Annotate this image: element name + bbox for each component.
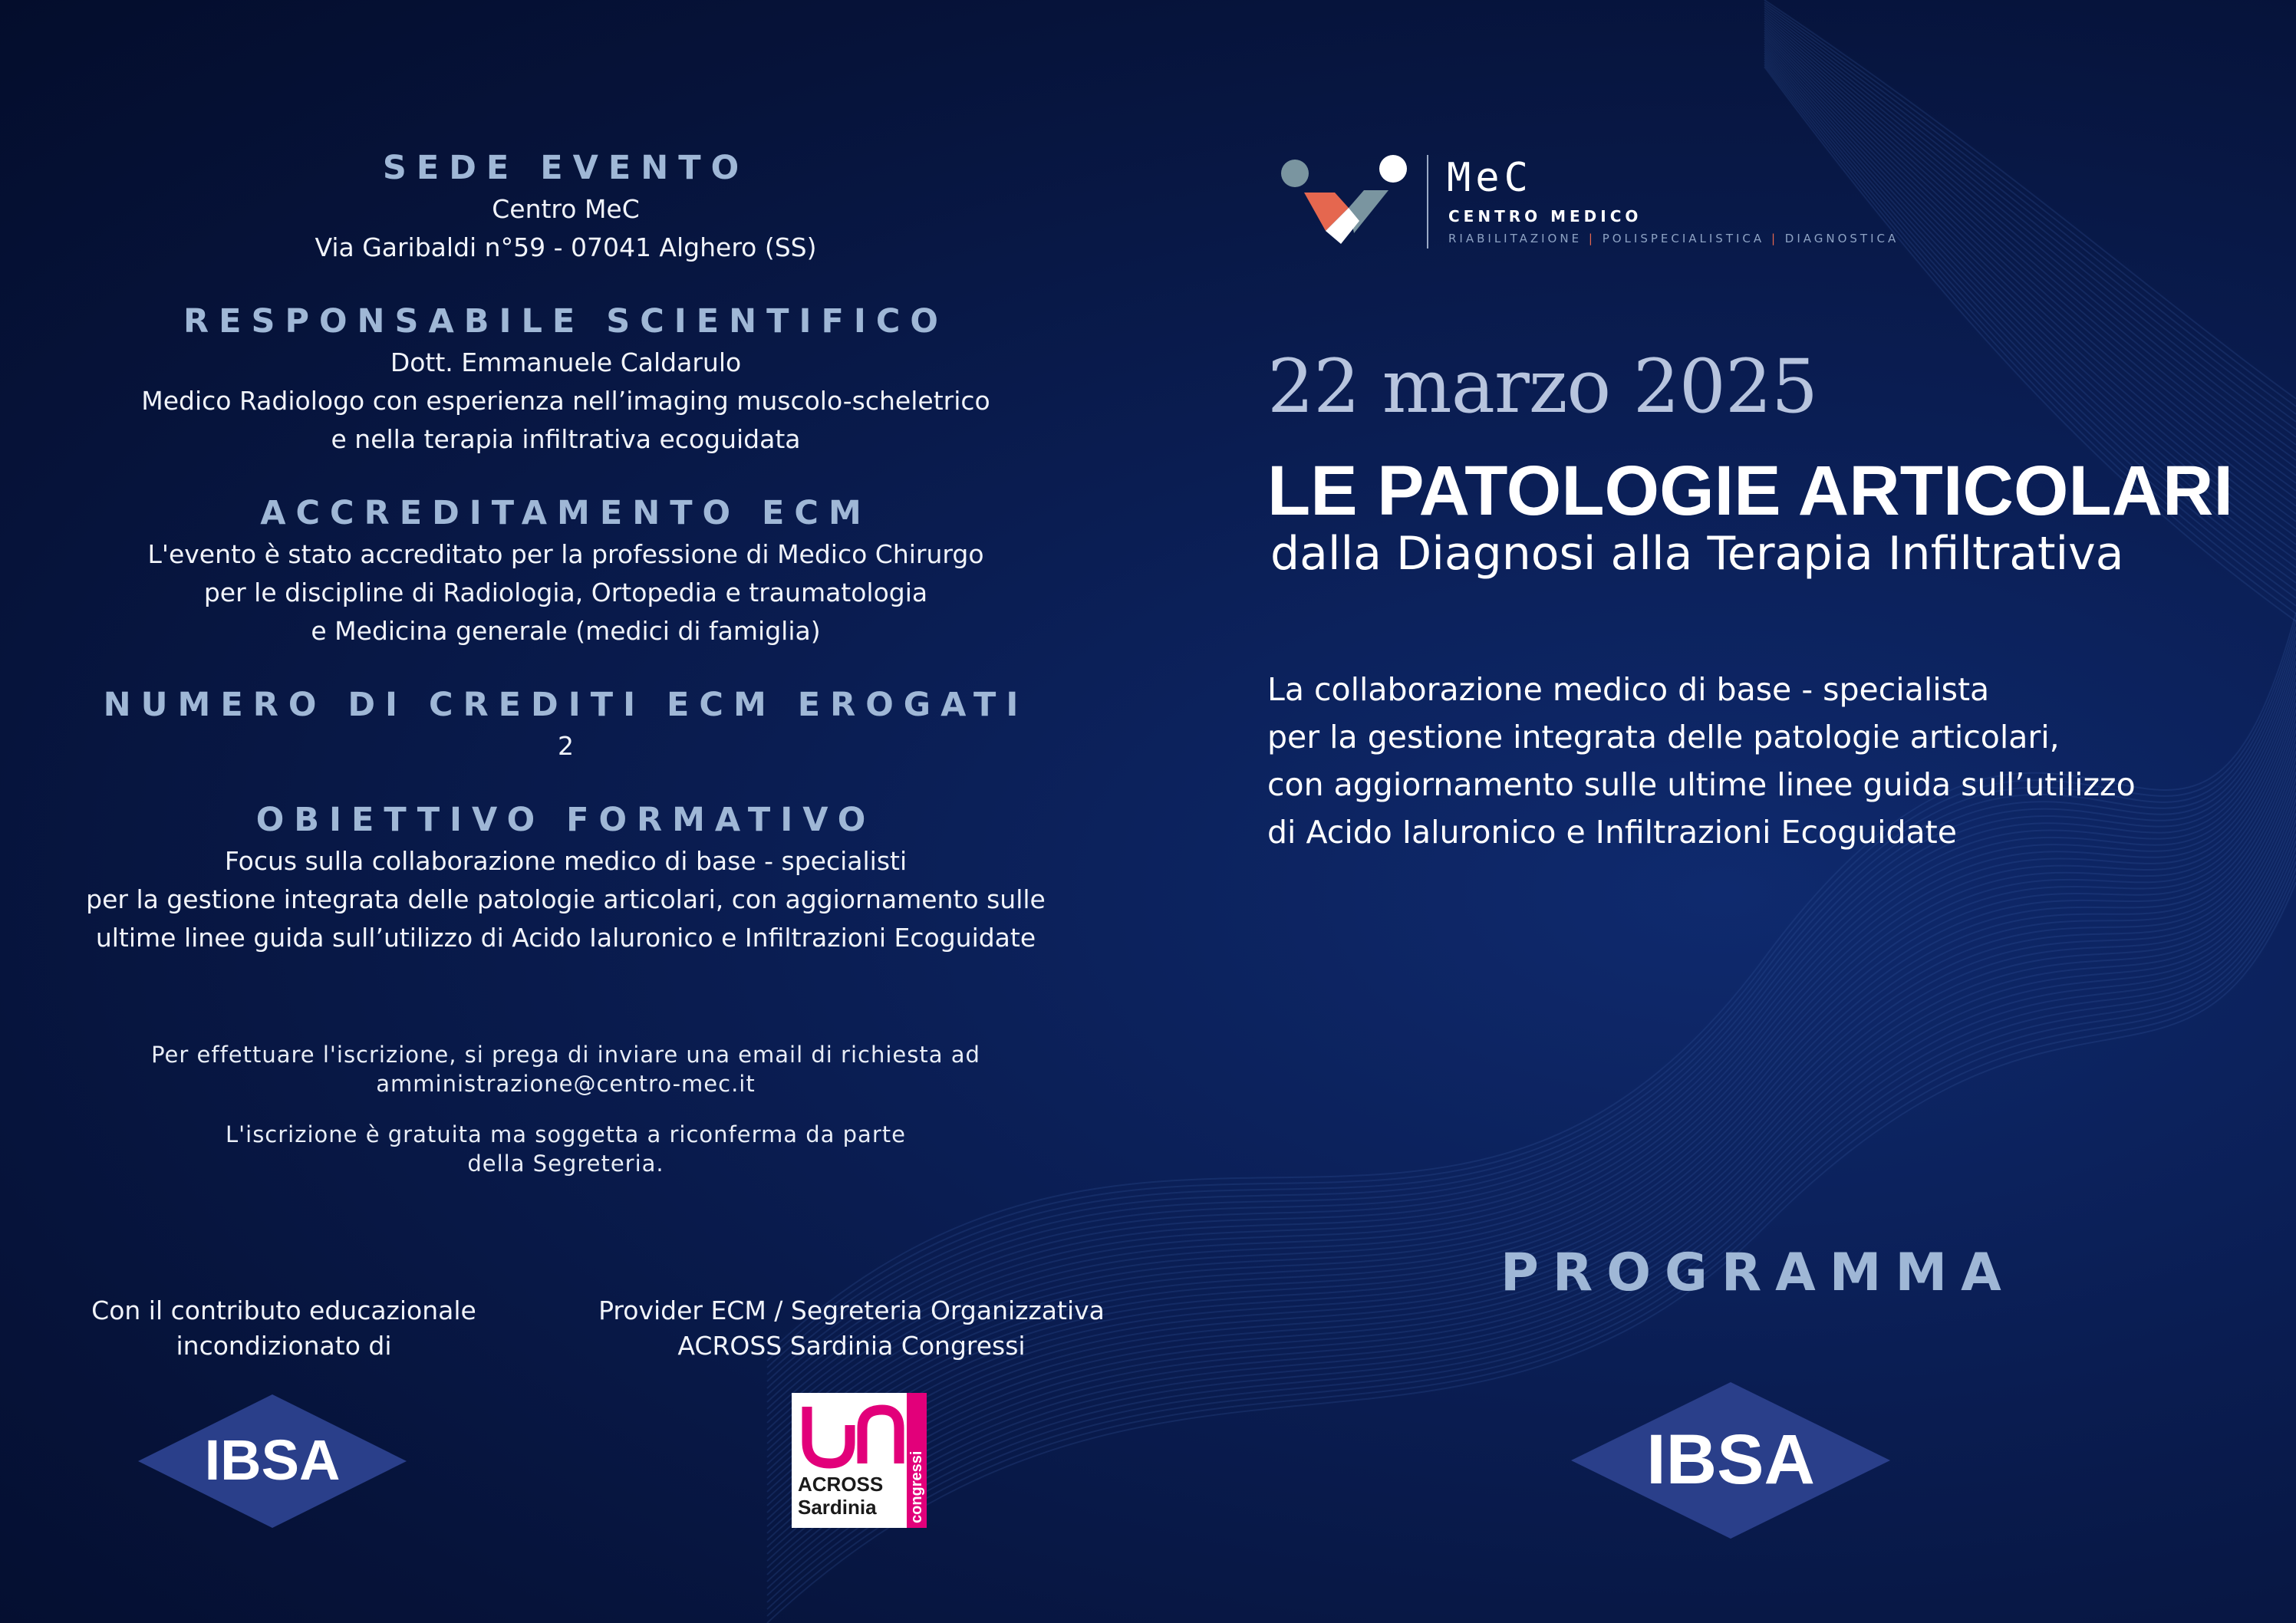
mec-heart-icon bbox=[1273, 150, 1419, 250]
event-info-column bbox=[31, 146, 1101, 989]
section-accreditamento-ecm bbox=[31, 491, 1101, 650]
section-line: Dott. Emmanuele Caldarulo bbox=[390, 347, 742, 377]
event-description bbox=[1267, 666, 2136, 856]
description-line: con aggiornamento sulle ultime linee guida sull’utilizzo bbox=[1267, 766, 2136, 803]
section-line: Centro MeC bbox=[492, 194, 640, 224]
mec-tag-item: DIAGNOSTICA bbox=[1784, 232, 1899, 245]
ibsa-logo-right bbox=[1570, 1381, 1892, 1540]
event-title: LE PATOLOGIE ARTICOLARI bbox=[1267, 452, 2234, 530]
wave-line bbox=[1764, 30, 2296, 499]
event-subtitle: dalla Diagnosi alla Terapia Infiltrativa bbox=[1270, 527, 2124, 581]
provider-text: Provider ECM / Segreteria Organizzativa bbox=[598, 1295, 1105, 1325]
section-title: ACCREDITAMENTO ECM bbox=[260, 494, 871, 532]
across-sardinia-logo bbox=[792, 1393, 927, 1528]
section-line: Medico Radiologo con esperienza nell’imaging muscolo-scheletrico bbox=[141, 386, 990, 416]
section-responsabile-scientifico bbox=[31, 299, 1101, 459]
ibsa-logo-text: IBSA bbox=[204, 1428, 341, 1492]
section-line: L'evento è stato accreditato per la professione di Medico Chirurgo bbox=[147, 539, 984, 569]
mec-tagline: RIABILITAZIONE | POLISPECIALISTICA | DIAGNOSTICA bbox=[1448, 232, 1899, 245]
description-line: per la gestione integrata delle patologie articolari, bbox=[1267, 719, 2060, 756]
description-line: di Acido Ialuronico e Infiltrazioni Ecoguidate bbox=[1267, 814, 1957, 851]
section-line: e Medicina generale (medici di famiglia) bbox=[311, 616, 821, 646]
ibsa-logo bbox=[137, 1393, 408, 1529]
section-obiettivo-formativo bbox=[31, 798, 1101, 957]
section-title: OBIETTIVO FORMATIVO bbox=[255, 801, 876, 839]
section-line: e nella terapia infiltrativa ecoguidata bbox=[331, 424, 801, 454]
section-crediti-ecm bbox=[31, 683, 1101, 765]
mec-logo bbox=[1273, 150, 1899, 258]
registration-text: Per effettuare l'iscrizione, si prega di inviare una email di richiesta ad bbox=[151, 1042, 980, 1068]
mec-tag-item: POLISPECIALISTICA bbox=[1602, 232, 1765, 245]
section-line: Focus sulla collaborazione medico di base - specialisti bbox=[224, 846, 908, 876]
programma-heading: PROGRAMMA bbox=[1500, 1243, 2015, 1303]
event-date: 22 marzo 2025 bbox=[1267, 344, 1818, 430]
section-line: 2 bbox=[558, 731, 574, 761]
registration-text: della Segreteria. bbox=[467, 1151, 664, 1177]
registration-info bbox=[31, 1040, 1101, 1178]
ecm-provider bbox=[591, 1293, 1112, 1364]
description-line: La collaborazione medico di base - specialista bbox=[1267, 671, 1990, 708]
ibsa-logo-text: IBSA bbox=[1646, 1421, 1815, 1499]
section-sede-evento bbox=[31, 146, 1101, 267]
sponsor-text: Con il contributo educazionale bbox=[91, 1295, 476, 1325]
section-title: RESPONSABILE SCIENTIFICO bbox=[183, 302, 948, 341]
registration-text: L'iscrizione è gratuita ma soggetta a riconferma da parte bbox=[226, 1121, 906, 1147]
across-word: ACROSS bbox=[798, 1473, 884, 1496]
mec-tag-item: RIABILITAZIONE bbox=[1448, 232, 1583, 245]
congressi-word: congressi bbox=[908, 1450, 925, 1523]
mec-name: MeC bbox=[1447, 155, 1533, 201]
mec-divider bbox=[1427, 155, 1428, 249]
sardinia-word: Sardinia bbox=[798, 1496, 877, 1519]
section-line: per le discipline di Radiologia, Ortopedia e traumatologia bbox=[203, 578, 928, 607]
section-line: per la gestione integrata delle patologie articolari, con aggiornamento sulle bbox=[86, 884, 1046, 914]
section-title: NUMERO DI CREDITI ECM EROGATI bbox=[103, 686, 1029, 724]
registration-email[interactable]: amministrazione@centro-mec.it bbox=[376, 1071, 756, 1097]
mec-subtitle: CENTRO MEDICO bbox=[1448, 207, 1642, 226]
section-line: Via Garibaldi n°59 - 07041 Alghero (SS) bbox=[315, 232, 817, 262]
section-line: ultime linee guida sull’utilizzo di Acido Ialuronico e Infiltrazioni Ecoguidate bbox=[95, 923, 1036, 953]
provider-text: ACROSS Sardinia Congressi bbox=[677, 1331, 1026, 1361]
educational-sponsor bbox=[69, 1293, 499, 1364]
sponsor-text: incondizionato di bbox=[176, 1331, 392, 1361]
section-title: SEDE EVENTO bbox=[382, 149, 749, 187]
